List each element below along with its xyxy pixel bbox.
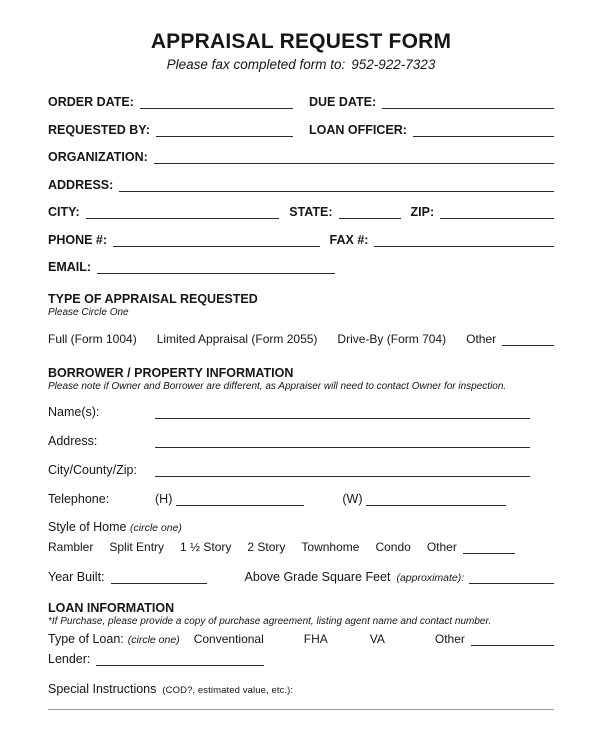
style-option-condo[interactable]: Condo bbox=[375, 540, 411, 554]
fax-label: FAX #: bbox=[329, 232, 369, 247]
style-option-rambler[interactable]: Rambler bbox=[48, 540, 94, 554]
city-county-zip-field bbox=[48, 462, 554, 477]
fax-instruction bbox=[48, 57, 554, 72]
sqft-approximate-note: (approximate): bbox=[396, 572, 465, 584]
style-option-townhome[interactable]: Townhome bbox=[301, 540, 360, 554]
appraisal-type-section bbox=[48, 292, 554, 346]
order-due-row bbox=[48, 94, 554, 109]
email-label: EMAIL: bbox=[48, 260, 92, 274]
phone-label: PHONE #: bbox=[48, 232, 108, 247]
sqft-blank[interactable] bbox=[469, 569, 554, 584]
requested-officer-row bbox=[48, 122, 554, 137]
lender-field bbox=[48, 651, 554, 666]
style-of-home-options bbox=[48, 539, 554, 554]
borrower-note: Please note if Owner and Borrower are different, as Appraiser will need to contact Owner for inspection. bbox=[48, 381, 507, 392]
borrower-address-blank[interactable] bbox=[155, 433, 530, 448]
phone-fax-row bbox=[48, 232, 554, 247]
loan-option-fha[interactable]: FHA bbox=[303, 632, 328, 646]
appraisal-other-blank[interactable] bbox=[502, 331, 554, 346]
loan-note: *If Purchase, please provide a copy of purchase agreement, listing agent name and contact number. bbox=[48, 616, 492, 627]
loan-officer-label: LOAN OFFICER: bbox=[309, 122, 407, 137]
telephone-field bbox=[48, 491, 554, 506]
due-date-field bbox=[309, 94, 554, 109]
fax-number: 952-922-7323 bbox=[351, 57, 436, 72]
loan-option-conventional[interactable]: Conventional bbox=[193, 632, 264, 646]
year-built-label: Year Built: bbox=[48, 570, 105, 584]
appraisal-type-options bbox=[48, 331, 554, 346]
style-of-home-line bbox=[48, 520, 554, 534]
loan-circle-one-note: (circle one) bbox=[127, 634, 180, 646]
address-field bbox=[48, 177, 554, 192]
style-option-2-story[interactable]: 2 Story bbox=[247, 540, 286, 554]
loan-type-row bbox=[48, 631, 554, 646]
appraisal-option-driveby-704[interactable]: Drive-By (Form 704) bbox=[337, 332, 447, 346]
loan-officer-field bbox=[309, 122, 554, 137]
year-built-blank[interactable] bbox=[111, 569, 207, 584]
home-phone-label: (H) bbox=[155, 492, 173, 506]
appraisal-option-limited-2055[interactable]: Limited Appraisal (Form 2055) bbox=[156, 332, 318, 346]
order-date-blank[interactable] bbox=[140, 94, 293, 109]
requested-by-label: REQUESTED BY: bbox=[48, 122, 150, 137]
email-blank[interactable] bbox=[97, 259, 335, 274]
borrower-address-label: Address: bbox=[48, 434, 98, 448]
borrower-fields bbox=[48, 404, 554, 506]
loan-officer-blank[interactable] bbox=[413, 122, 554, 137]
form-title: APPRAISAL REQUEST FORM bbox=[150, 30, 452, 53]
appraisal-type-heading: TYPE OF APPRAISAL REQUESTED bbox=[48, 292, 258, 306]
loan-other-blank[interactable] bbox=[471, 631, 554, 646]
zip-blank[interactable] bbox=[440, 204, 554, 219]
names-blank[interactable] bbox=[155, 404, 530, 419]
borrower-heading: BORROWER / PROPERTY INFORMATION bbox=[48, 366, 294, 380]
zip-label: ZIP: bbox=[410, 205, 435, 219]
contact-section bbox=[48, 94, 554, 274]
order-date-field bbox=[48, 94, 293, 109]
loan-option-va[interactable]: VA bbox=[369, 632, 385, 646]
state-blank[interactable] bbox=[339, 204, 401, 219]
appraisal-option-full-1004[interactable]: Full (Form 1004) bbox=[48, 332, 137, 346]
style-option-1half-story[interactable]: 1 ½ Story bbox=[180, 540, 232, 554]
city-county-zip-blank[interactable] bbox=[155, 462, 530, 477]
phone-blank[interactable] bbox=[113, 232, 319, 247]
address-blank[interactable] bbox=[119, 177, 554, 192]
work-phone-label: (W) bbox=[342, 492, 363, 506]
loan-section bbox=[48, 601, 554, 710]
special-instructions-label: Special Instructions bbox=[48, 682, 157, 696]
borrower-address-field bbox=[48, 433, 554, 448]
loan-heading: LOAN INFORMATION bbox=[48, 601, 175, 615]
style-option-other-label[interactable]: Other bbox=[426, 540, 457, 554]
city-blank[interactable] bbox=[86, 204, 280, 219]
year-built-row bbox=[48, 569, 554, 584]
style-circle-one-note: (circle one) bbox=[130, 522, 182, 534]
special-instructions-note: (COD?, estimated value, etc.): bbox=[162, 685, 294, 696]
telephone-label: Telephone: bbox=[48, 492, 110, 506]
special-instructions-line bbox=[48, 682, 554, 696]
organization-field bbox=[48, 149, 554, 164]
email-field bbox=[48, 259, 554, 274]
style-of-home-label: Style of Home bbox=[48, 520, 127, 534]
special-instructions-writing-line[interactable] bbox=[48, 709, 554, 710]
organization-blank[interactable] bbox=[154, 149, 554, 164]
requested-by-blank[interactable] bbox=[156, 122, 293, 137]
due-date-blank[interactable] bbox=[382, 94, 554, 109]
address-label: ADDRESS: bbox=[48, 177, 114, 192]
lender-blank[interactable] bbox=[96, 651, 264, 666]
home-phone-blank[interactable] bbox=[176, 491, 304, 506]
organization-label: ORGANIZATION: bbox=[48, 150, 148, 164]
city-county-zip-label: City/County/Zip: bbox=[48, 463, 137, 477]
fax-instruction-text: Please fax completed form to: bbox=[166, 57, 346, 72]
fax-blank[interactable] bbox=[374, 232, 554, 247]
borrower-section bbox=[48, 366, 554, 584]
loan-option-other-label[interactable]: Other bbox=[434, 632, 465, 646]
loan-type-label: Type of Loan: bbox=[48, 632, 124, 646]
names-label: Name(s): bbox=[48, 405, 100, 419]
names-field bbox=[48, 404, 554, 419]
appraisal-type-instruction: Please Circle One bbox=[48, 307, 129, 318]
style-option-split-entry[interactable]: Split Entry bbox=[109, 540, 165, 554]
city-label: CITY: bbox=[48, 205, 80, 219]
state-label: STATE: bbox=[289, 205, 333, 219]
order-date-label: ORDER DATE: bbox=[48, 95, 134, 109]
work-phone-blank[interactable] bbox=[366, 491, 506, 506]
lender-label: Lender: bbox=[48, 652, 91, 666]
style-other-blank[interactable] bbox=[463, 539, 515, 554]
city-state-zip-row bbox=[48, 204, 554, 219]
appraisal-option-other-label[interactable]: Other bbox=[466, 332, 497, 346]
due-date-label: DUE DATE: bbox=[309, 95, 377, 109]
requested-by-field bbox=[48, 122, 293, 137]
sqft-label: Above Grade Square Feet bbox=[244, 570, 391, 584]
